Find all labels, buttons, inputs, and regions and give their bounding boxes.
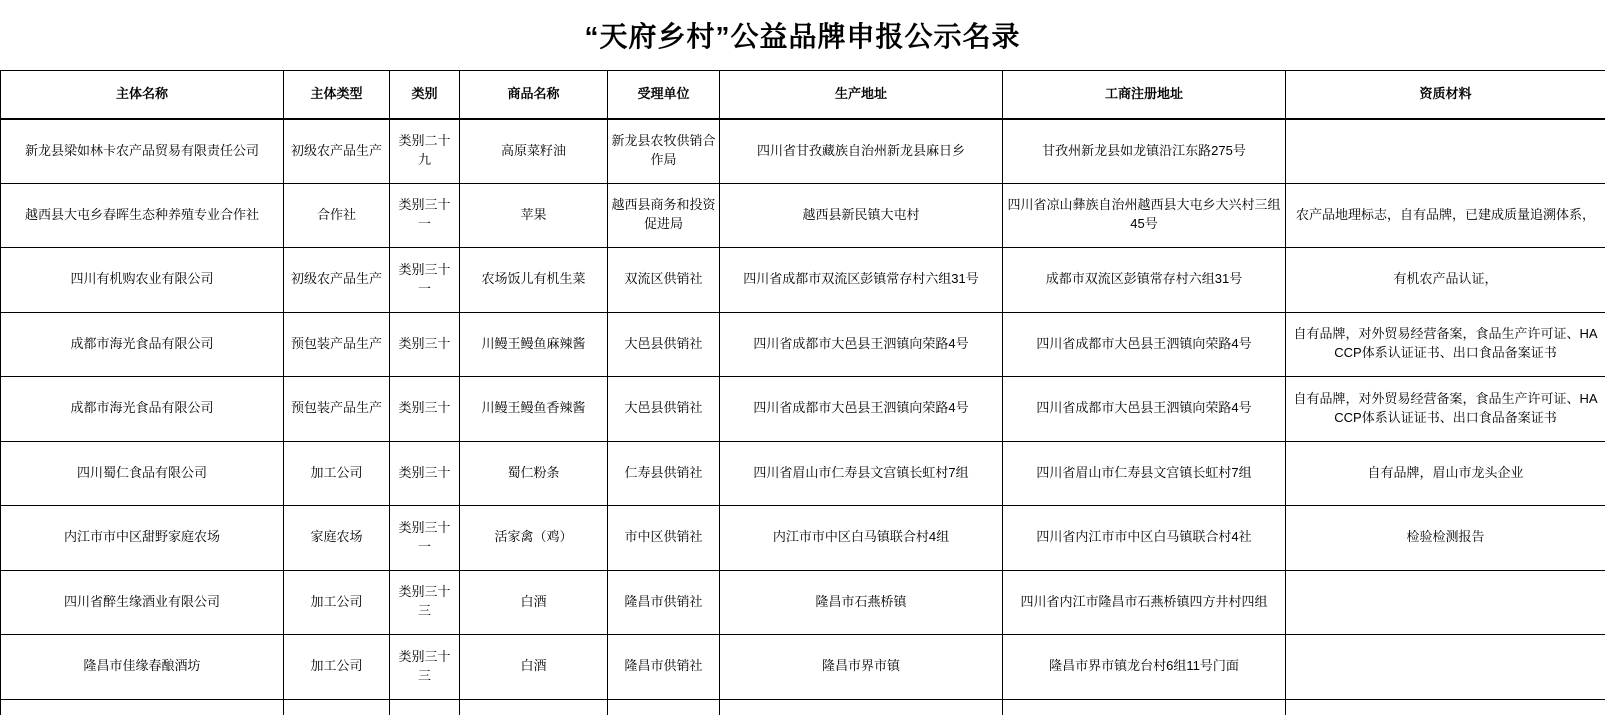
- table-cell: [608, 699, 720, 715]
- table-cell: 合作社: [284, 183, 390, 248]
- table-cell: 甘孜州新龙县如龙镇沿江东路275号: [1003, 119, 1286, 184]
- table-cell: 自有品牌，对外贸易经营备案，食品生产许可证、HACCP体系认证证书、出口食品备案证书: [1286, 312, 1605, 377]
- table-cell: 双流区供销社: [608, 248, 720, 313]
- column-header-5: 生产地址: [720, 71, 1003, 119]
- table-row-6: [1, 506, 1605, 571]
- table-cell: 越西县新民镇大屯村: [720, 183, 1003, 248]
- table-cell: 新龙县农牧供销合作局: [608, 119, 720, 184]
- table-cell: 类别二十九: [390, 119, 460, 184]
- table-cell: [284, 699, 390, 715]
- table-cell: 农场饭儿有机生菜: [460, 248, 608, 313]
- table-cell: [1286, 699, 1605, 715]
- table-cell: 四川省成都市大邑县王泗镇向荣路4号: [1003, 377, 1286, 442]
- table-row-4: [1, 377, 1605, 442]
- table-cell: 大邑县供销社: [608, 377, 720, 442]
- table-cell: 白酒: [460, 570, 608, 635]
- table-cell: 四川省眉山市仁寿县文宫镇长虹村7组: [720, 441, 1003, 506]
- table-cell: 农产品地理标志，自有品牌，已建成质量追溯体系，: [1286, 183, 1605, 248]
- table-cell: 四川省成都市双流区彭镇常存村六组31号: [720, 248, 1003, 313]
- table-cell: 活家禽（鸡）: [460, 506, 608, 571]
- table-cell: [1286, 570, 1605, 635]
- table-cell: 初级农产品生产: [284, 119, 390, 184]
- table-cell: 隆昌市供销社: [608, 635, 720, 700]
- column-header-3: 商品名称: [460, 71, 608, 119]
- table-cell: 预包装产品生产: [284, 312, 390, 377]
- table-row-1: [1, 183, 1605, 248]
- table-cell: 四川省内江市隆昌市石燕桥镇四方井村四组: [1003, 570, 1286, 635]
- table-row-0: [1, 119, 1605, 184]
- table-cell: 市中区供销社: [608, 506, 720, 571]
- column-header-2: 类别: [390, 71, 460, 119]
- table-cell: 类别三十: [390, 377, 460, 442]
- table-cell: 内江市市中区甜野家庭农场: [1, 506, 284, 571]
- table-body: [1, 119, 1605, 715]
- table-cell: 自有品牌，对外贸易经营备案，食品生产许可证、HACCP体系认证证书、出口食品备案证书: [1286, 377, 1605, 442]
- table-cell: 类别三十三: [390, 570, 460, 635]
- table-cell: [460, 699, 608, 715]
- column-header-4: 受理单位: [608, 71, 720, 119]
- table-cell: 类别三十: [390, 441, 460, 506]
- table-cell: 类别三十三: [390, 635, 460, 700]
- table-row-8: [1, 635, 1605, 700]
- table-cell: 白酒: [460, 635, 608, 700]
- table-cell: 大邑县供销社: [608, 312, 720, 377]
- table-cell: 高原菜籽油: [460, 119, 608, 184]
- table-cell: [1286, 119, 1605, 184]
- table-cell: [1, 699, 284, 715]
- table-cell: [390, 699, 460, 715]
- table-row-3: [1, 312, 1605, 377]
- table-cell: 四川蜀仁食品有限公司: [1, 441, 284, 506]
- table-row-5: [1, 441, 1605, 506]
- table-cell: 四川省成都市大邑县王泗镇向荣路4号: [720, 312, 1003, 377]
- table-cell: 检验检测报告: [1286, 506, 1605, 571]
- brand-application-table: [0, 70, 1605, 715]
- table-cell: 加工公司: [284, 441, 390, 506]
- table-cell: 隆昌市界市镇龙台村6组11号门面: [1003, 635, 1286, 700]
- table-cell: 仁寿县供销社: [608, 441, 720, 506]
- table-cell: 类别三十一: [390, 248, 460, 313]
- table-cell: 加工公司: [284, 570, 390, 635]
- table-cell: [1003, 699, 1286, 715]
- page-title: “天府乡村”公益品牌申报公示名录: [584, 21, 1021, 52]
- table-cell: 隆昌市供销社: [608, 570, 720, 635]
- table-cell: 预包装产品生产: [284, 377, 390, 442]
- table-cell: 隆昌市界市镇: [720, 635, 1003, 700]
- table-cell: 四川省内江市市中区白马镇联合村4社: [1003, 506, 1286, 571]
- table-cell: 隆昌市佳缘春酿酒坊: [1, 635, 284, 700]
- column-header-1: 主体类型: [284, 71, 390, 119]
- table-cell: 成都市双流区彭镇常存村六组31号: [1003, 248, 1286, 313]
- table-cell: 四川省眉山市仁寿县文宫镇长虹村7组: [1003, 441, 1286, 506]
- column-header-6: 工商注册地址: [1003, 71, 1286, 119]
- table-cell: 新龙县梁如林卡农产品贸易有限责任公司: [1, 119, 284, 184]
- table-cell: 四川省成都市大邑县王泗镇向荣路4号: [720, 377, 1003, 442]
- table-cell: 四川省凉山彝族自治州越西县大屯乡大兴村三组45号: [1003, 183, 1286, 248]
- table-row-7: [1, 570, 1605, 635]
- table-cell: 越西县大屯乡春晖生态种养殖专业合作社: [1, 183, 284, 248]
- table-cell: 家庭农场: [284, 506, 390, 571]
- table-cell: 四川省成都市大邑县王泗镇向荣路4号: [1003, 312, 1286, 377]
- table-cell: [1286, 635, 1605, 700]
- table-cell: 内江市市中区白马镇联合村4组: [720, 506, 1003, 571]
- table-cell: 类别三十一: [390, 506, 460, 571]
- table-header-row: [1, 71, 1605, 119]
- table-cell: 蜀仁粉条: [460, 441, 608, 506]
- table-cell: 川鳗王鳗鱼麻辣酱: [460, 312, 608, 377]
- column-header-0: 主体名称: [1, 71, 284, 119]
- table-cell: 四川省醉生缘酒业有限公司: [1, 570, 284, 635]
- table-cell: 有机农产品认证，: [1286, 248, 1605, 313]
- table-cell: 川鳗王鳗鱼香辣酱: [460, 377, 608, 442]
- table-cell: [720, 699, 1003, 715]
- table-cell: 加工公司: [284, 635, 390, 700]
- table-cell: 类别三十一: [390, 183, 460, 248]
- table-cell: 成都市海光食品有限公司: [1, 377, 284, 442]
- table-cell: 成都市海光食品有限公司: [1, 312, 284, 377]
- table-cell: 越西县商务和投资促进局: [608, 183, 720, 248]
- table-cell: 初级农产品生产: [284, 248, 390, 313]
- partial-row: [1, 699, 1605, 715]
- table-cell: 苹果: [460, 183, 608, 248]
- table-row-2: [1, 248, 1605, 313]
- column-header-7: 资质材料: [1286, 71, 1605, 119]
- table-cell: 四川省甘孜藏族自治州新龙县麻日乡: [720, 119, 1003, 184]
- table-cell: 四川有机购农业有限公司: [1, 248, 284, 313]
- table-cell: 隆昌市石燕桥镇: [720, 570, 1003, 635]
- table-cell: 类别三十: [390, 312, 460, 377]
- table-cell: 自有品牌，眉山市龙头企业: [1286, 441, 1605, 506]
